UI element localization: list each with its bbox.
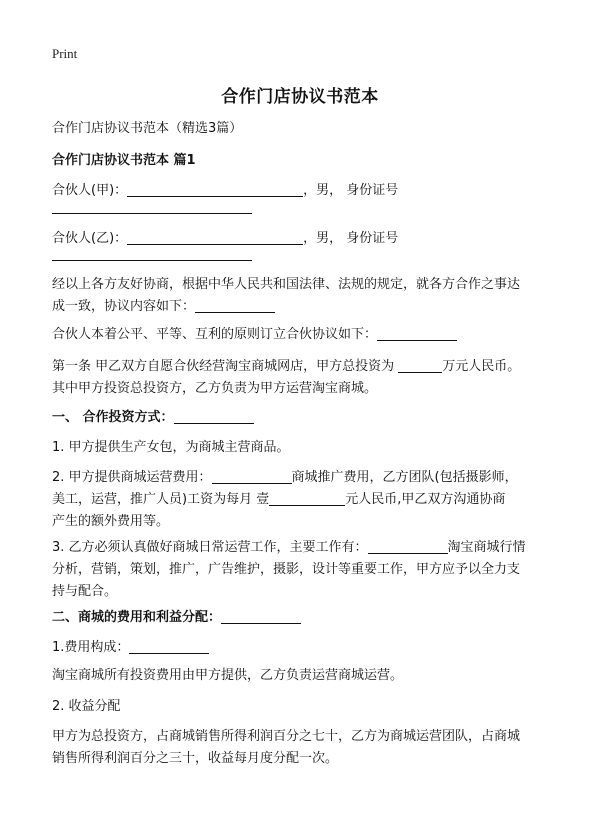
item-3-text-a: 3. 乙方必须认真做好商城日常运营工作，主要工作有： xyxy=(52,540,368,555)
principle-text: 合伙人本着公平、平等、互利的原则订立合伙协议如下： xyxy=(52,327,378,342)
item-2-line-1 xyxy=(52,467,552,489)
heading-2-line xyxy=(52,607,552,629)
article-1-text-a: 第一条 甲乙双方自愿合伙经营淘宝商城网店，甲方总投资为 xyxy=(52,359,399,374)
document-title: 合作门店协议书范本 xyxy=(221,87,379,107)
investment-amount-blank xyxy=(398,358,442,373)
article-1-line-2: 其中甲方投资总投资方，乙方负责为甲方运营淘宝商城。 xyxy=(52,381,378,396)
intro-line-2-text: 成一致，协议内容如下： xyxy=(52,299,196,314)
section-title: 合作门店协议书范本 篇1 xyxy=(52,153,196,168)
item-3-text-b: 淘宝商城行情 xyxy=(447,540,526,555)
item-3-line-1 xyxy=(52,537,552,559)
intro-line-1: 经以上各方友好协商，根据中华人民共和国法律、法规的规定，就各方合作之事达 xyxy=(52,277,521,292)
fee-label: 1.费用构成： xyxy=(52,640,130,655)
heading-1-blank xyxy=(174,409,254,424)
fee-blank xyxy=(129,639,209,654)
partner-b-label: 合伙人(乙)： xyxy=(52,231,128,246)
heading-1-line xyxy=(52,407,552,429)
fee-line xyxy=(52,637,552,659)
partner-b-id-blank xyxy=(52,260,252,261)
item-2-line-3: 产生的额外费用等。 xyxy=(52,514,170,529)
item-1: 1. 甲方提供生产女包，为商城主营商品。 xyxy=(52,440,290,455)
partner-b-suffix: ，男， 身份证号 xyxy=(303,231,399,246)
item-3-line-2: 分析，营销，策划，推广，广告维护，摄影，设计等重要工作，甲方应予以全力支 xyxy=(52,562,521,577)
revenue-line-2: 销售所得利润百分之三十，收益每月度分配一次。 xyxy=(52,751,339,766)
article-1-line-1 xyxy=(52,356,552,378)
partner-a-suffix: ，男， 身份证号 xyxy=(303,183,399,198)
partner-b-line xyxy=(52,228,552,250)
subtitle: 合作门店协议书范本（精选3篇） xyxy=(52,121,243,136)
partner-a-line xyxy=(52,180,552,202)
item-3-line-3: 持与配合。 xyxy=(52,584,118,599)
fee-text: 淘宝商城所有投资费用由甲方提供，乙方负责运营商城运营。 xyxy=(52,668,404,683)
partner-a-label: 合伙人(甲)： xyxy=(52,183,128,198)
item-2-text-a: 2. 甲方提供商城运营费用： xyxy=(52,470,212,485)
revenue-label: 2. 收益分配 xyxy=(52,699,121,714)
item-2-text-d: 元人民币,甲乙双方沟通协商 xyxy=(345,492,506,507)
salary-blank xyxy=(269,491,345,506)
revenue-line-1: 甲方为总投资方，占商城销售所得利润百分之七十，乙方为商城运营团队，占商城 xyxy=(52,729,521,744)
operating-fee-blank xyxy=(212,469,292,484)
item-2-line-2 xyxy=(52,489,552,511)
partner-a-name-blank xyxy=(127,182,303,197)
heading-2-blank xyxy=(221,609,301,624)
principle-blank xyxy=(377,326,457,341)
item-2-text-c: 美工，运营，推广人员)工资为每月 壹 xyxy=(52,492,270,507)
heading-2: 二、商城的费用和利益分配： xyxy=(52,610,222,625)
article-1-text-b: 万元人民币。 xyxy=(442,359,521,374)
partner-b-name-blank xyxy=(127,230,303,245)
heading-1: 一、 合作投资方式： xyxy=(52,410,174,425)
partner-a-id-blank xyxy=(52,213,252,214)
item-3-blank xyxy=(368,539,448,554)
print-link[interactable]: Print xyxy=(52,46,78,61)
intro-blank xyxy=(195,298,275,313)
item-2-text-b: 商城推广费用，乙方团队(包括摄影师， xyxy=(291,470,518,485)
intro-line-2 xyxy=(52,296,552,318)
principle-line xyxy=(52,324,552,346)
